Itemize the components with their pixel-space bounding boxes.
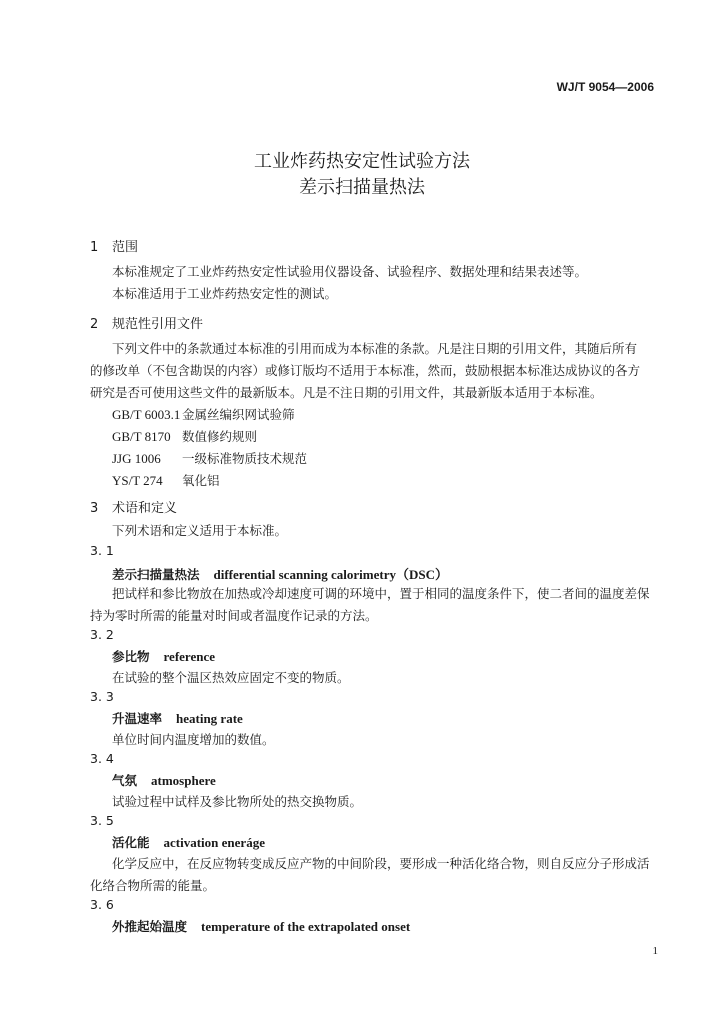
term-heading (112, 647, 215, 665)
section-2-para-line-2: 的修改单（不包含勘误的内容）或修订版均不适用于本标准，然而，鼓励根据本标准达成协议的各方 (90, 363, 641, 378)
term-en: differential scanning calorimetry（DSC） (213, 567, 448, 582)
reference-item (112, 471, 220, 489)
reference-title: 金属丝编织网试验筛 (182, 407, 295, 422)
reference-code: GB/T 8170 (112, 429, 171, 444)
section-3-number: 3 (90, 501, 99, 516)
reference-item (112, 449, 307, 467)
term-number: 3. 5 (90, 813, 114, 828)
reference-title: 氧化铝 (182, 473, 220, 488)
term-zh: 差示扫描量热法 (112, 567, 200, 582)
term-en: temperature of the extrapolated onset (201, 919, 411, 934)
term-definition-line-1: 把试样和参比物放在加热或冷却速度可调的环境中，置于相同的温度条件下，使二者间的温度差保 (112, 586, 650, 601)
reference-code: YS/T 274 (112, 473, 163, 488)
term-definition-line-2: 化络合物所需的能量。 (90, 878, 216, 893)
term-heading (112, 833, 265, 851)
section-2-title: 规范性引用文件 (112, 317, 204, 332)
term-definition-line-2: 持为零时所需的能量对时间或者温度作记录的方法。 (90, 608, 378, 623)
term-zh: 气氛 (112, 773, 138, 788)
term-zh: 活化能 (112, 835, 150, 850)
page-number: 1 (652, 945, 658, 957)
term-definition-line-1: 化学反应中，在反应物转变成反应产物的中间阶段，要形成一种活化络合物，则自反应分子形成活 (112, 856, 650, 871)
term-en: atmosphere (151, 773, 216, 788)
term-number: 3. 6 (90, 897, 114, 912)
section-2-number: 2 (90, 317, 99, 332)
term-heading (112, 564, 448, 583)
section-1-para-2: 本标准适用于工业炸药热安定性的测试。 (112, 286, 338, 301)
term-heading (112, 709, 243, 727)
section-3-intro: 下列术语和定义适用于本标准。 (112, 523, 288, 538)
term-definition: 单位时间内温度增加的数值。 (112, 732, 275, 747)
term-zh: 外推起始温度 (112, 919, 188, 934)
term-zh: 参比物 (112, 649, 150, 664)
term-en: activation eneráge (163, 835, 265, 850)
term-en: reference (163, 649, 215, 664)
reference-code: JJG 1006 (112, 451, 161, 466)
term-number: 3. 2 (90, 627, 114, 642)
title-line-2: 差示扫描量热法 (299, 177, 425, 198)
section-3-title: 术语和定义 (112, 501, 178, 516)
section-1-heading (90, 236, 138, 255)
term-definition: 试验过程中试样及参比物所处的热交换物质。 (112, 794, 363, 809)
reference-item (112, 405, 295, 423)
section-2-heading (90, 313, 203, 332)
term-number: 3. 3 (90, 689, 114, 704)
standard-code: WJ/T 9054—2006 (556, 80, 654, 94)
section-2-para-line-1: 下列文件中的条款通过本标准的引用而成为本标准的条款。凡是注日期的引用文件，其随后所有 (112, 341, 638, 356)
section-1-number: 1 (90, 240, 99, 255)
section-1-title: 范围 (112, 240, 139, 255)
reference-code: GB/T 6003.1 (112, 407, 181, 422)
section-2-para-line-3: 研究是否可使用这些文件的最新版本。凡是不注日期的引用文件，其最新版本适用于本标准。 (90, 385, 603, 400)
term-heading (112, 771, 216, 789)
term-number: 3. 1 (90, 543, 114, 558)
term-zh: 升温速率 (112, 711, 163, 726)
term-heading (112, 917, 410, 935)
section-1-para-1: 本标准规定了工业炸药热安定性试验用仪器设备、试验程序、数据处理和结果表述等。 (112, 264, 588, 279)
reference-item (112, 427, 257, 445)
term-definition: 在试验的整个温区热效应固定不变的物质。 (112, 670, 350, 685)
title-line-1: 工业炸药热安定性试验方法 (254, 151, 470, 172)
term-en: heating rate (176, 711, 243, 726)
section-3-heading (90, 497, 177, 516)
term-number: 3. 4 (90, 751, 114, 766)
reference-title: 一级标准物质技术规范 (182, 451, 308, 466)
reference-title: 数值修约规则 (182, 429, 258, 444)
